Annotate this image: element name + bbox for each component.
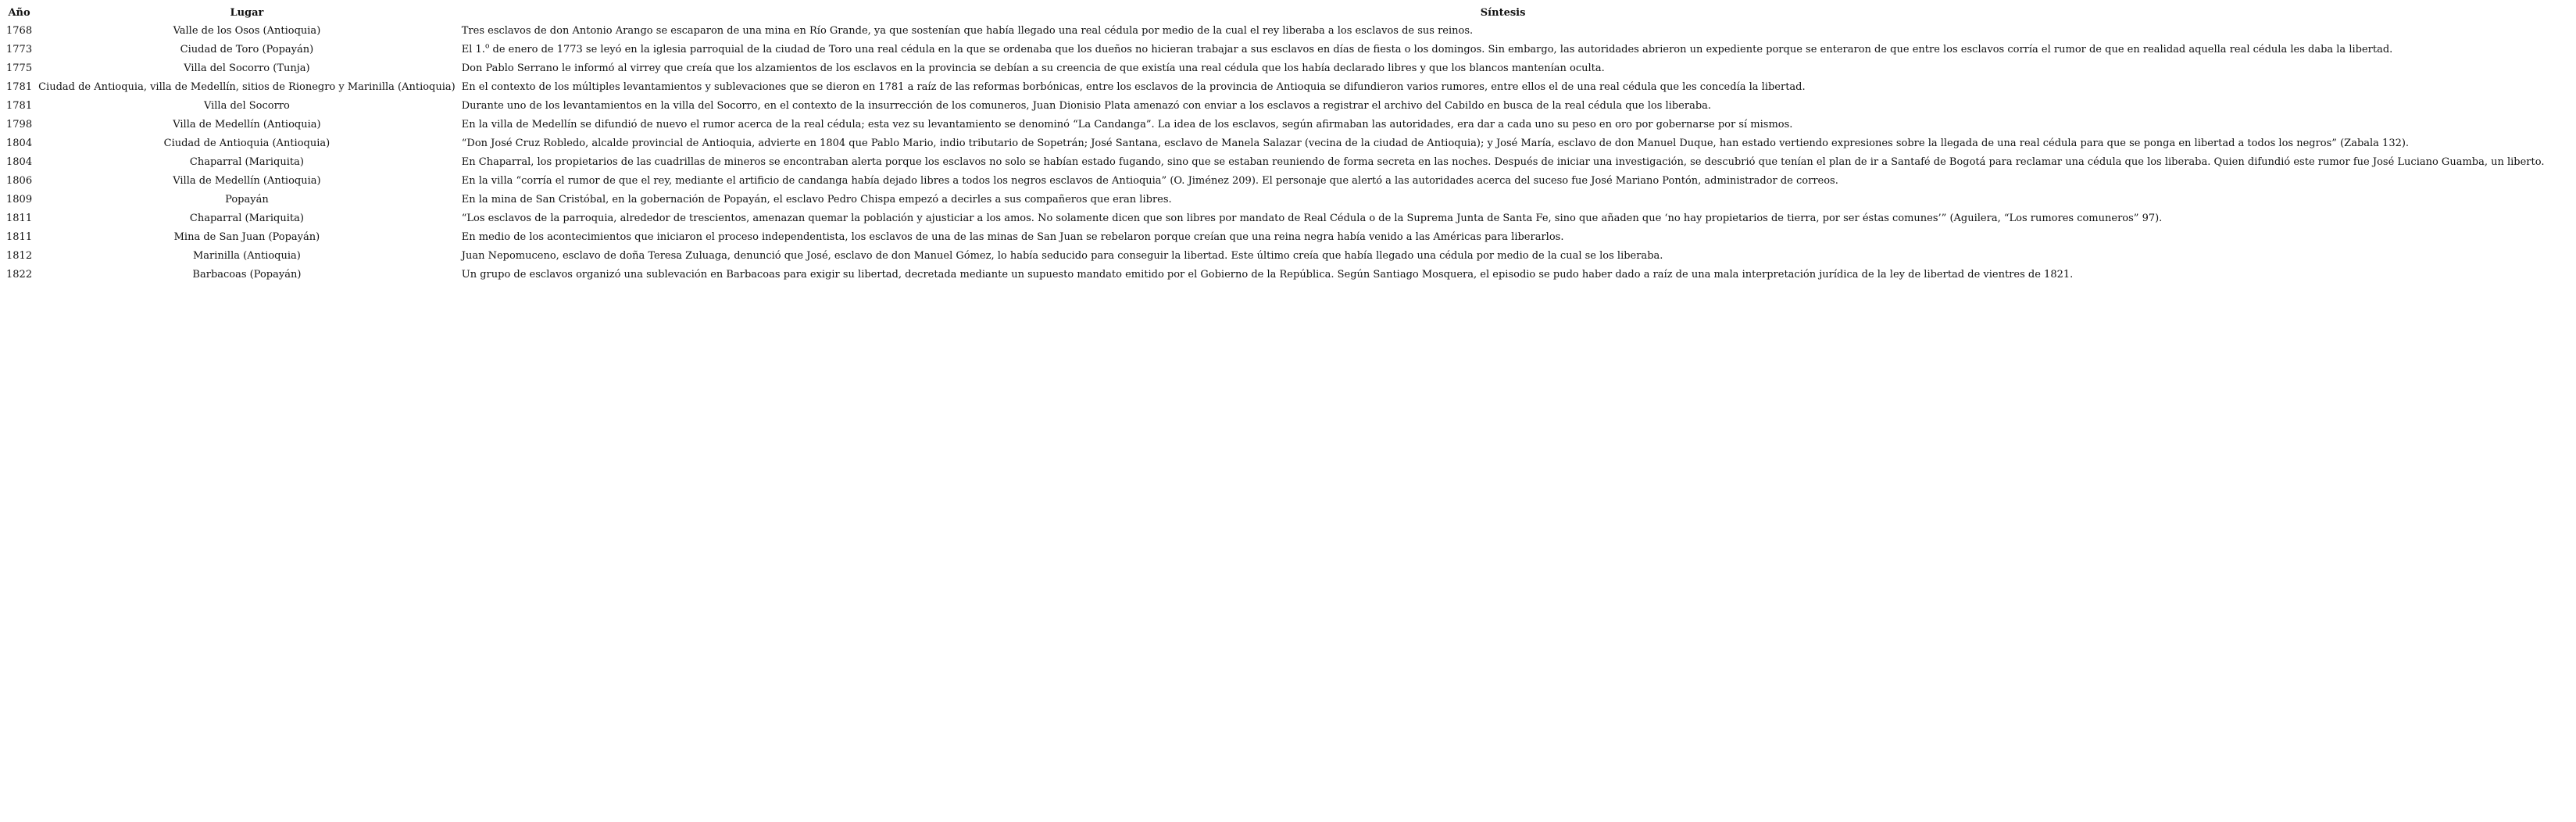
cell-summary: Un grupo de esclavos organizó una sublevación en Barbacoas para exigir su libertad, decretada mediante un supuesto mandato emitido por el Gobierno de la República. Según Santiago Mosquera, el episodio se pudo haber dado a raíz de una mala interpretación jurídica de la ley de libertad de vientres de 1821. — [461, 269, 2074, 281]
table-row — [3, 228, 2547, 247]
summary-text-start: El 1. — [461, 44, 485, 55]
cell-place: Marinilla (Antioquia) — [192, 250, 301, 262]
cell-place: Ciudad de Antioquia (Antioquia) — [163, 138, 330, 149]
table-row — [3, 78, 2547, 97]
cell-place: Barbacoas (Popayán) — [192, 269, 302, 281]
summary-text-rest: de enero de 1773 se leyó en la iglesia parroquial de la ciudad de Toro una real cédula en la que se ordenaba que los dueños no hicieran trabajar a sus esclavos en días de fiesta o los domingos. Sin embargo, las autoridades abrieron un expediente porque se enteraron de que entre los esclavos corría el rumor de que en realidad aquella real cédula les daba la libertad. — [489, 44, 2393, 55]
cell-summary: En Chaparral, los propietarios de las cuadrillas de mineros se encontraban alerta porque los esclavos no solo se habían estado fugando, sino que se estaban reuniendo de forma secreta en las noches. Después de iniciar una investigación, se descubrió que tenían el plan de ir a Santafé de Bogotá para reclamar una cédula que los liberaba. Quien difundió este rumor fue José Luciano Guamba, un liberto. — [461, 156, 2545, 168]
cell-summary: En el contexto de los múltiples levantamientos y sublevaciones que se dieron en 1781 a raíz de las reformas borbónicas, entre los esclavos de la provincia de Antioquia se difundieron varios rumores, entre ellos el de una real cédula que les concedía la libertad. — [461, 81, 1806, 93]
cell-place: Chaparral (Mariquita) — [189, 156, 304, 168]
cell-year: 1811 — [6, 213, 33, 224]
cell-place: Mina de San Juan (Popayán) — [173, 231, 320, 243]
cell-year: 1804 — [6, 156, 33, 168]
cell-year: 1822 — [6, 269, 33, 281]
cell-summary: Don Pablo Serrano le informó al virrey que creía que los alzamientos de los esclavos en la provincia se debían a su creencia de que existía una real cédula que los había declarado libres y que los blancos mantenían oculta. — [461, 63, 1605, 74]
table-row — [3, 22, 2547, 41]
cell-place: Villa del Socorro (Tunja) — [184, 63, 310, 74]
cell-place: Ciudad de Toro (Popayán) — [180, 44, 314, 55]
cell-summary: Durante uno de los levantamientos en la villa del Socorro, en el contexto de la insurrección de los comuneros, Juan Dionisio Plata amenazó con enviar a los esclavos a registrar el archivo del Cabildo en busca de la real cédula que los liberaba. — [461, 100, 1712, 112]
table-row — [3, 266, 2547, 284]
cell-place: Popayán — [225, 194, 269, 206]
cell-year: 1768 — [6, 25, 33, 37]
cell-summary — [459, 41, 2548, 59]
table-row — [3, 153, 2547, 172]
cell-summary: Tres esclavos de don Antonio Arango se escaparon de una mina en Río Grande, ya que sostenían que había llegado una real cédula por medio de la cual el rey liberaba a los esclavos de sus reinos. — [461, 25, 1474, 37]
cell-summary: En la villa de Medellín se difundió de nuevo el rumor acerca de la real cédula; esta vez su levantamiento se denominó “La Candanga”. La idea de los esclavos, según afirmaban las autoridades, era dar a cada uno su peso en oro por gobernarse por sí mismos. — [461, 119, 1793, 130]
cell-place: Valle de los Osos (Antioquia) — [173, 25, 321, 37]
table-row — [3, 97, 2547, 116]
table-body — [3, 22, 2547, 284]
cell-year: 1811 — [6, 231, 33, 243]
cell-year: 1812 — [6, 250, 33, 262]
cell-year: 1773 — [6, 44, 33, 55]
table-row — [3, 134, 2547, 153]
cell-place: Villa del Socorro — [203, 100, 290, 112]
table-row — [3, 172, 2547, 191]
cell-year: 1809 — [6, 194, 33, 206]
cell-summary: Juan Nepomuceno, esclavo de doña Teresa Zuluaga, denunció que José, esclavo de don Manuel Gómez, lo había seducido para conseguir la libertad. Este último creía que había llegado una cédula por medio de la cual se los liberaba. — [461, 250, 1663, 262]
table-row — [3, 116, 2547, 134]
header-row — [3, 5, 2547, 22]
cell-summary: En la mina de San Cristóbal, en la gobernación de Popayán, el esclavo Pedro Chispa empezó a decirles a sus compañeros que eran libres. — [461, 194, 1172, 206]
header-summary: Síntesis — [1480, 7, 1526, 19]
table-header — [3, 5, 2547, 22]
table-row — [3, 209, 2547, 228]
table-row — [3, 191, 2547, 209]
cell-year: 1806 — [6, 175, 33, 187]
table-row — [3, 247, 2547, 266]
cell-summary: “Los esclavos de la parroquia, alrededor de trescientos, amenazan quemar la población y ajusticiar a los amos. No solamente dicen que son libres por mandato de Real Cédula o de la Suprema Junta de Santa Fe, sino que añaden que ‘no hay propietarios de tierra, por ser éstas comunes’” (Aguilera, “Los rumores comuneros” 97). — [461, 213, 2163, 224]
header-place: Lugar — [230, 7, 264, 19]
header-year: Año — [8, 7, 30, 19]
table-row — [3, 59, 2547, 78]
cell-year: 1781 — [6, 100, 33, 112]
cell-place: Chaparral (Mariquita) — [189, 213, 304, 224]
rumors-table — [3, 5, 2547, 284]
cell-summary: En medio de los acontecimientos que iniciaron el proceso independentista, los esclavos de una de las minas de San Juan se rebelaron porque creían que una reina negra había venido a las Américas para liberarlos. — [461, 231, 1564, 243]
cell-year: 1775 — [6, 63, 33, 74]
cell-place: Villa de Medellín (Antioquia) — [173, 175, 321, 187]
cell-place: Ciudad de Antioquia, villa de Medellín, sitios de Rionegro y Marinilla (Antioquia) — [38, 81, 456, 93]
ordinal-superscript: o — [484, 42, 490, 51]
cell-place: Villa de Medellín (Antioquia) — [173, 119, 321, 130]
cell-year: 1798 — [6, 119, 33, 130]
cell-year: 1804 — [6, 138, 33, 149]
cell-summary: En la villa “corría el rumor de que el rey, mediante el artificio de candanga había dejado libres a todos los negros esclavos de Antioquia” (O. Jiménez 209). El personaje que alertó a las autoridades acerca del suceso fue José Mariano Pontón, administrador de correos. — [461, 175, 1838, 187]
rumors-table-container — [3, 5, 2573, 284]
table-row — [3, 41, 2547, 59]
cell-year: 1781 — [6, 81, 33, 93]
cell-summary: “Don José Cruz Robledo, alcalde provincial de Antioquia, advierte en 1804 que Pablo Mario, indio tributario de Sopetrán; José Santana, esclavo de Manela Salazar (vecina de la ciudad de Antioquia); y José María, esclavo de don Manuel Duque, han estado vertiendo expresiones sobre la llegada de una real cédula para que se ponga en libertad a todos los negros” (Zabala 132). — [461, 138, 2410, 149]
